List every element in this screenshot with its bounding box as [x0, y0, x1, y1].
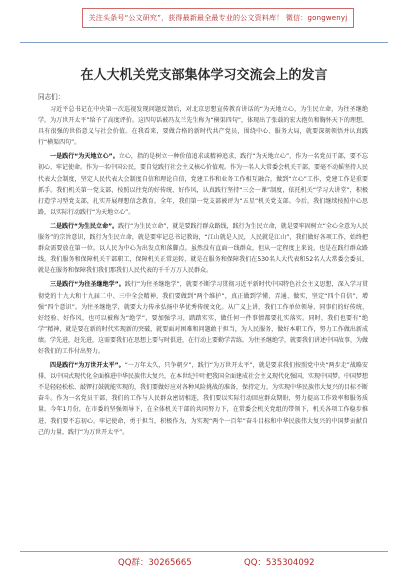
qq-contact-label: QQ：535304092 — [244, 558, 315, 568]
paragraph-text: 习近平总书记在中央第一次巡视发现问题反馈后，对北京思想宣传教育讲话的“为天地立心，为生民立命，为往圣继绝学，为万世开太平”给予了高度评价。这四句话被冯友兰先生称为“横渠四句”，体现出了张载的宏大抱负和胸怀天下的理想，具有很强的世俗意义与社会价值。在我看来，要做合格的新时代共产党员，围绕中心、服务大局，就要深刻领悟并认真践行“横渠四句”。 — [38, 106, 368, 147]
paragraph-5 — [38, 360, 368, 438]
paragraph-text: 践行“为往圣继绝学”，就要不断学习贯彻习近平新时代中国特色社会主义思想，深入学习贯彻党的十九大和十九届二中、三中全会精神，我们要做到“两个维护”，真正做到学懂、弄通、做实，坚定“四个自信”，增强“四个意识”。为往圣继绝学，就要大力传承弘扬中华优秀传统文化。从广义上讲，我们工作单位领导、同事们的好传统、好经验、好作风，也可以被称为“绝学”，要加强学习，踏踏实实，做任何一件事情都要扎实落实。同时，我们也要有“绝学”精神，就是要在新的时代实现新的突破，就要面对困难和问题敢于担当，为人民服务，做好本职工作，努力工作做出新成绩。学先进，赶先进，这需要我们在思想上要与时俱进，在行动上要勤学苦练。为往圣继绝学，就要我们讲述中国故事，为做好我们的工作付出努力。 — [38, 281, 369, 355]
footer — [20, 551, 388, 568]
paragraph-3 — [38, 221, 368, 276]
paragraph-text: “一万年太久，只争朝夕”，践行“为万世开太平”，就是要求我们按照党中央“两步走”战略安排，以中国式现代化全面推进中华民族伟大复兴，在本世纪中叶把我国全面建成社会主义现代化强国，实现中国梦。中国梦想不是轻轻松松、敲锣打鼓就能实现的，我们要做好应对各种风险挑战的准备，保持定力，为实现中华民族伟大复兴的目标不断奋斗。作为一名党员干部，我们的工作与人民群众密切相连，我们要以实际行动回应群众期盼，努力提高工作效率和服务质量。今年1月份，在市委的坚强领导下，在全体机关干部的共同努力下，在常委会机关党组的带领下，机关各项工作稳步推进，我们要不忘初心，牢记使命，勇于担当，积极作为，为实现“两个一百年”奋斗目标和中华民族伟大复兴的中国梦贡献自己的力量，践行“为万世开太平”。 — [38, 362, 369, 436]
paragraph-lead: 三是践行“为往圣继绝学”。 — [50, 281, 125, 289]
paragraph-4 — [38, 279, 368, 357]
paragraph-lead: 一是践行“为天地立心”。 — [50, 153, 119, 161]
document-body — [38, 104, 368, 441]
promo-banner[interactable]: 关注头条号“公文研究”，获得最新最全最专业的公文资料库！ 微信：gongwenyj — [82, 8, 354, 28]
paragraph-1 — [38, 104, 368, 148]
salutation: 同志们： — [38, 93, 65, 101]
document-title: 在人大机关党支部集体学习交流会上的发言 — [80, 68, 328, 83]
paragraph-lead: 二是践行“为生民立命”。 — [50, 222, 119, 230]
header-divider — [20, 42, 388, 43]
paragraph-text: 践行“为生民立命”，就是要践行群众路线，践行为生民立命，就是要牢固树立“全心全意为人民服务”的宗旨意识，践行为生民立命，就是要牢记总书记教诲，“江山就是人民，人民就是江山”，我们做好各项工作，始终把群众需要放在第一位。以人民为中心为出发点和落脚点。虽然没有直面一线群众，但从一定程度上来说，也是在践行群众路线。我们服务和保障机关干部职工，保障机关正常运转，就是在服务和保障我们在530名人大代表和52名人大常委会委员，就是在服务和保障我们我们那我们人民代表的千千万万人民群众。 — [38, 222, 368, 275]
paragraph-text: 立心，指的是树立一种价值追求或精神追求，践行“为天地立心”，作为一名党员干部，要不忘初心、牢记使命。作为一名中国公民，要自觉践行社会主义核心价值观。作为一名人大常委会机关干部，要毫不动摇坚持人民代表大会制度，坚定人民代表大会制度自信和理论自信，党建工作和业务工作相互融合，做到“立心”工作，党建工作是重要抓手。我们机关第一党支部，按照以往党的好传统、好作风，认真践行坚持“三会一课”制度，依托机关“学习大讲堂”，积极打造学习型党支部，扎实开展理想信念教育，全年，我们第一党支部被评为“五星”机关党支部。今后，我们继续按照中心思路，以实际行动践行“为天地立心”。 — [38, 153, 369, 216]
qq-group-label: QQ群：30265665 — [118, 558, 192, 568]
paragraph-lead: 四是践行“为万世开太平”。 — [50, 362, 125, 370]
paragraph-2 — [38, 151, 368, 218]
